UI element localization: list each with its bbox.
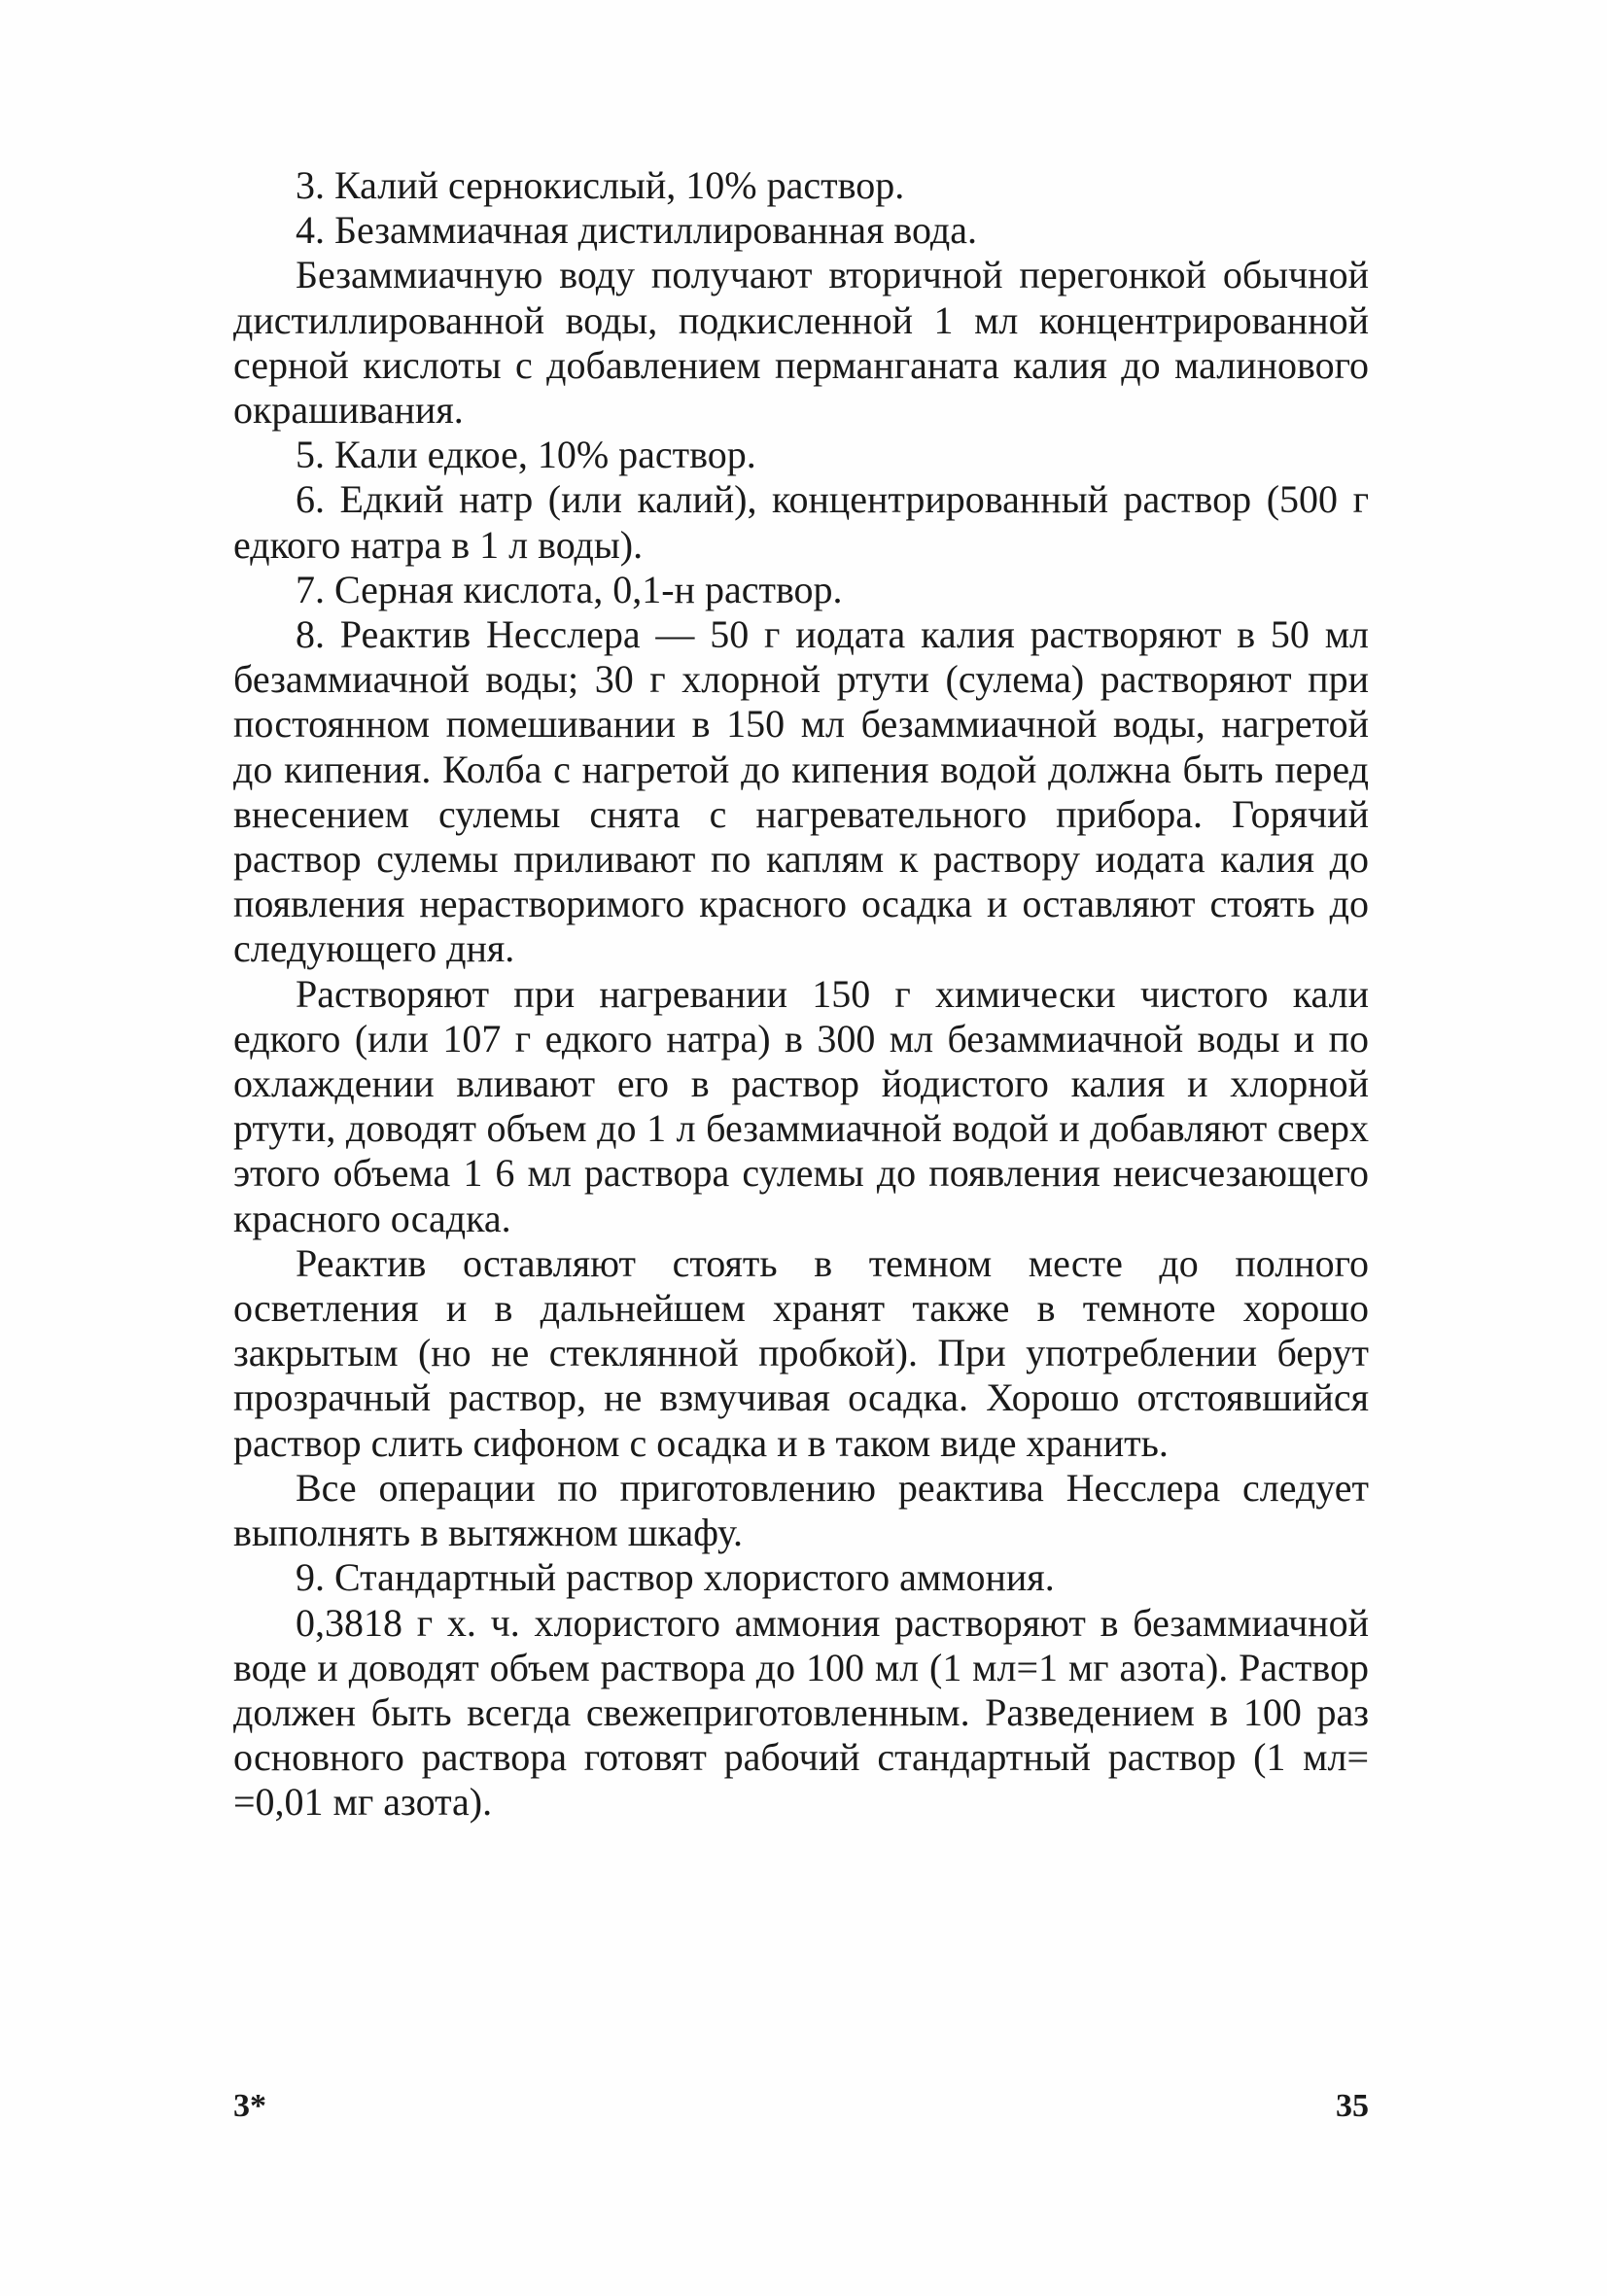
paragraph-reagent-storage: Реактив оставляют стоять в темном месте до полного осветления и в дальнейшем хранят также в темноте хорошо закрытым (но не стеклянной пробкой). При употреблении берут прозрачный раствор, не взмучивая осадка. Хорошо отстоявшийся раствор слить сифоном с осадка и в таком виде хранить.	[233, 1240, 1369, 1465]
paragraph-item-6: 6. Едкий натр (или калий), концентрированный раствор (500 г едкого натра в 1 л воды).	[233, 477, 1369, 567]
paragraph-fume-hood: Все операции по приготовлению реактива Несслера следует выполнять в вытяжном шкафу.	[233, 1465, 1369, 1555]
paragraph-standard-solution: 0,3818 г х. ч. хлористого аммония растворяют в безаммиачной воде и доводят объем раствора до 100 мл (1 мл=1 мг азота). Раствор должен быть всегда свежеприготовленным. Разведением в 100 раз основного раствора готовят рабочий стандартный раствор (1 мл= =0,01 мг азота).	[233, 1600, 1369, 1825]
paragraph-item-8: 8. Реактив Несслера — 50 г иодата калия растворяют в 50 мл безаммиачной воды; 30 г хлорной ртути (сулема) растворяют при постоянном помешивании в 150 мл безаммиачной воды, нагретой до кипения. Колба с нагретой до кипения водой должна быть перед внесением сулемы снята с нагревательного прибора. Горячий раствор сулемы приливают по каплям к раствору иодата калия до появления нерастворимого красного осадка и оставляют стоять до следующего дня.	[233, 612, 1369, 971]
page-number: 35	[1336, 2088, 1369, 2124]
paragraph-item-9: 9. Стандартный раствор хлористого аммония.	[296, 1555, 1055, 1600]
body-text	[233, 163, 1369, 1826]
paragraph-item-7: 7. Серная кислота, 0,1-н раствор.	[296, 567, 843, 611]
paragraph-item-4: 4. Безаммиачная дистиллированная вода.	[296, 208, 977, 253]
paragraph-ammonia-free-water: Безаммиачную воду получают вторичной перегонкой обычной дистиллированной воды, подкисленной 1 мл концентрированной серной кислоты с добавлением перманганата калия до малинового окрашивания.	[233, 253, 1369, 433]
paragraph-dissolve: Растворяют при нагревании 150 г химически чистого кали едкого (или 107 г едкого натра) в 300 мл безаммиачной воды и по охлаждении вливают его в раствор йодистого калия и хлорной ртути, доводят объем до 1 л безаммиачной водой и добавляют сверх этого объема 1 6 мл раствора сулемы до появления неисчезающего красного осадка.	[233, 971, 1369, 1240]
paragraph-item-5: 5. Кали едкое, 10% раствор.	[296, 433, 756, 477]
paragraph-item-3: 3. Калий сернокислый, 10% раствор.	[296, 163, 905, 207]
signature-mark: 3*	[233, 2088, 266, 2124]
